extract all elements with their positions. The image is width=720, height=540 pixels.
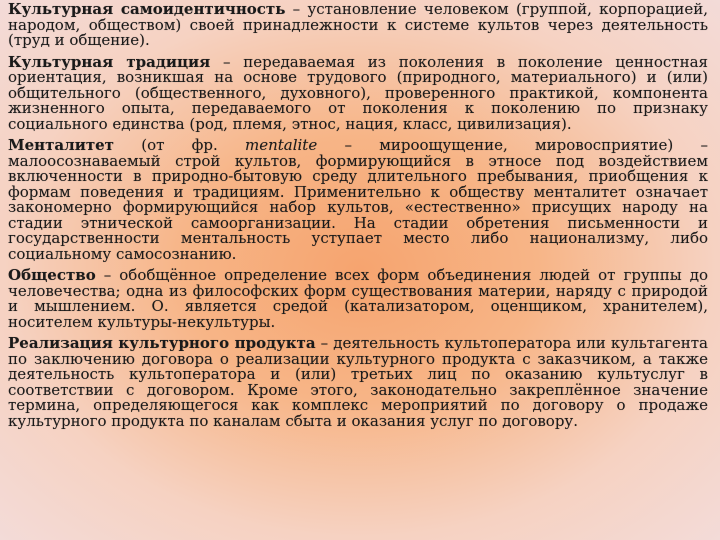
entry-society xyxy=(8,268,708,330)
entry-cultural-tradition xyxy=(8,52,708,133)
definition-mentality-prefix: (от фр. xyxy=(113,136,245,154)
term-society: Общество xyxy=(8,266,96,284)
entry-cultural-self-identity xyxy=(8,2,708,49)
definition-society: – обобщённое определение всех форм объединения людей от группы до человечества; одна из философских форм существования материи, наряду с природой и мышлением. О. является средой (катализатором, оценщиком, хранителем), носителем культуры-некультуры. xyxy=(8,266,708,331)
entry-product-realization xyxy=(8,336,708,429)
term-cultural-tradition: Культурная традиция xyxy=(8,52,211,71)
entry-mentality xyxy=(8,138,708,262)
definition-cultural-self-identity: – установление человеком (группой, корпорацией, народом, обществом) своей принадлежности к системе культов через деятельность (труд и общение). xyxy=(8,0,709,49)
term-mentality: Менталитет xyxy=(8,136,114,154)
term-cultural-self-identity: Культурная самоидентичность xyxy=(8,0,286,18)
definition-cultural-tradition: – передаваемая из поколения в поколение ценностная ориентация, возникшая на основе трудового (природного, материального) и (или) общительного (общественного, духовного), проверенного практикой, компонента жизненного опыта, передаваемого от поколения к поколению по признаку социального единства (род, племя, этнос, нация, класс, цивилизация). xyxy=(8,52,708,133)
term-product-realization: Реализация культурного продукта xyxy=(8,334,316,352)
definition-mentality: – мироощущение, мировосприятие) – малоосознаваемый строй культов, формирующийся в этносе под воздействием включенности в природно-бытовую среду длительного пребывания, приобщения к формам поведения и традициям. Применительно к обществу менталитет означает закономерно формирующийся набор культов, «естественно» присущих народу на стадии этнической самоорганизации. На стадии обретения письменности и государственности ментальность уступает место либо национализму, либо социальному самосознанию. xyxy=(8,136,708,263)
glossary-page xyxy=(8,2,708,435)
definition-product-realization: – деятельность культоператора или культагента по заключению договора о реализации культурного продукта с заказчиком, а также деятельность культоператора и (или) третьих лиц по оказанию культуслуг в соответствии с договором. Кроме этого, законодательно закреплённое значение термина, определяющегося как комплекс мероприятий по договору о продаже культурного продукта по каналам сбыта и оказания услуг по договору. xyxy=(8,334,708,430)
foreign-word-mentalite: mentalite xyxy=(244,136,318,154)
